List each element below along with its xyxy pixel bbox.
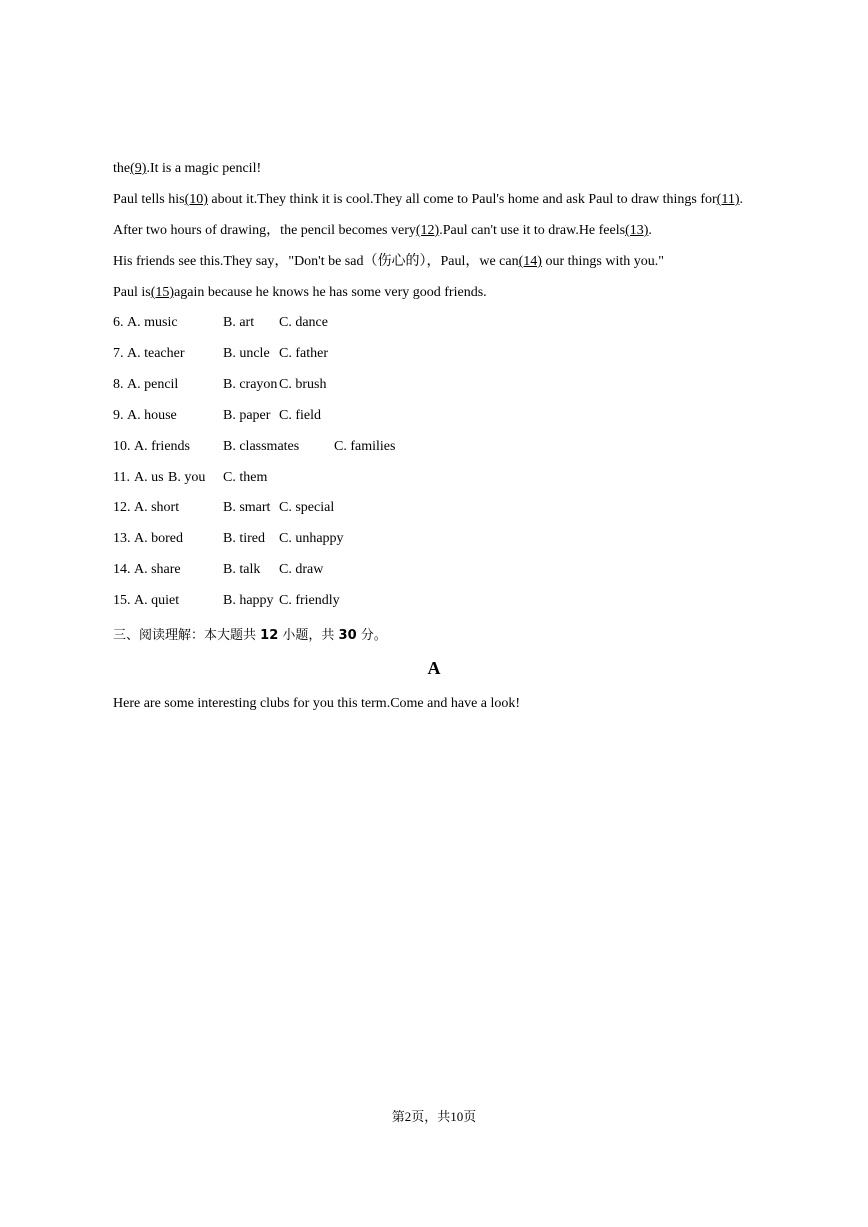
question-number: 7. — [113, 346, 124, 361]
passage-line-5: Paul is(15)again because he knows he has some very good friends. — [113, 285, 487, 300]
blank-11: (11) — [716, 192, 740, 207]
option-b: B. paper — [223, 408, 271, 423]
option-b: B. talk — [223, 562, 261, 577]
option-a: A. share — [134, 562, 181, 577]
option-b: B. smart — [223, 500, 271, 515]
question-number: 6. — [113, 315, 124, 330]
option-c: C. families — [334, 439, 396, 454]
question-count: 12 — [260, 628, 279, 643]
option-b: B. classmates — [223, 439, 300, 454]
option-b: B. art — [223, 315, 255, 330]
option-c: C. father — [279, 346, 328, 361]
page-footer: 第2页，共10页 — [391, 1109, 477, 1124]
option-a: A. us — [134, 470, 164, 485]
blank-9: (9) — [130, 161, 147, 176]
option-a: A. friends — [134, 439, 190, 454]
blank-15: (15) — [150, 285, 175, 300]
option-c: C. unhappy — [279, 531, 344, 546]
question-number: 13. — [113, 531, 131, 546]
option-a: A. music — [127, 315, 178, 330]
option-a: A. quiet — [134, 593, 180, 608]
blank-10: (10) — [184, 192, 208, 207]
passage-line-2: Paul tells his(10) about it.They think it is cool.They all come to Paul's home and ask Paul to draw things for(11). — [113, 192, 743, 207]
option-a: A. house — [127, 408, 177, 423]
total-score: 30 — [338, 628, 357, 643]
option-c: C. special — [279, 500, 335, 515]
section-heading: 三、阅读理解：本大题共 12 小题，共 30 分。 — [113, 628, 387, 643]
question-number: 10. — [113, 439, 131, 454]
passage-line-4: His friends see this.They say，"Don't be sad（伤心的），Paul，we can(14) our things with you." — [113, 254, 664, 269]
passage-line-3: After two hours of drawing，the pencil becomes very(12).Paul can't use it to draw.He feels(13). — [113, 223, 652, 238]
question-number: 12. — [113, 500, 131, 515]
blank-14: (14) — [518, 254, 542, 269]
passage-heading: A — [427, 658, 441, 678]
question-number: 14. — [113, 562, 131, 577]
option-b: B. happy — [223, 593, 274, 608]
option-b: B. you — [168, 470, 206, 485]
question-number: 11. — [113, 470, 130, 485]
option-a: A. teacher — [127, 346, 185, 361]
option-b: B. tired — [223, 531, 265, 546]
option-c: C. friendly — [279, 593, 340, 608]
reading-intro: Here are some interesting clubs for you this term.Come and have a look! — [113, 696, 521, 711]
option-a: A. bored — [134, 531, 183, 546]
option-c: C. field — [279, 408, 321, 423]
option-c: C. draw — [279, 562, 324, 577]
option-a: A. pencil — [127, 377, 179, 392]
blank-13: (13) — [625, 223, 649, 238]
question-number: 8. — [113, 377, 124, 392]
option-b: B. uncle — [223, 346, 270, 361]
passage-line-1: the(9).It is a magic pencil! — [113, 161, 262, 176]
option-c: C. brush — [279, 377, 327, 392]
question-number: 15. — [113, 593, 131, 608]
option-a: A. short — [134, 500, 180, 515]
option-b: B. crayon — [223, 377, 278, 392]
blank-12: (12) — [415, 223, 440, 238]
option-c: C. dance — [279, 315, 328, 330]
option-c: C. them — [223, 470, 268, 485]
question-number: 9. — [113, 408, 124, 423]
